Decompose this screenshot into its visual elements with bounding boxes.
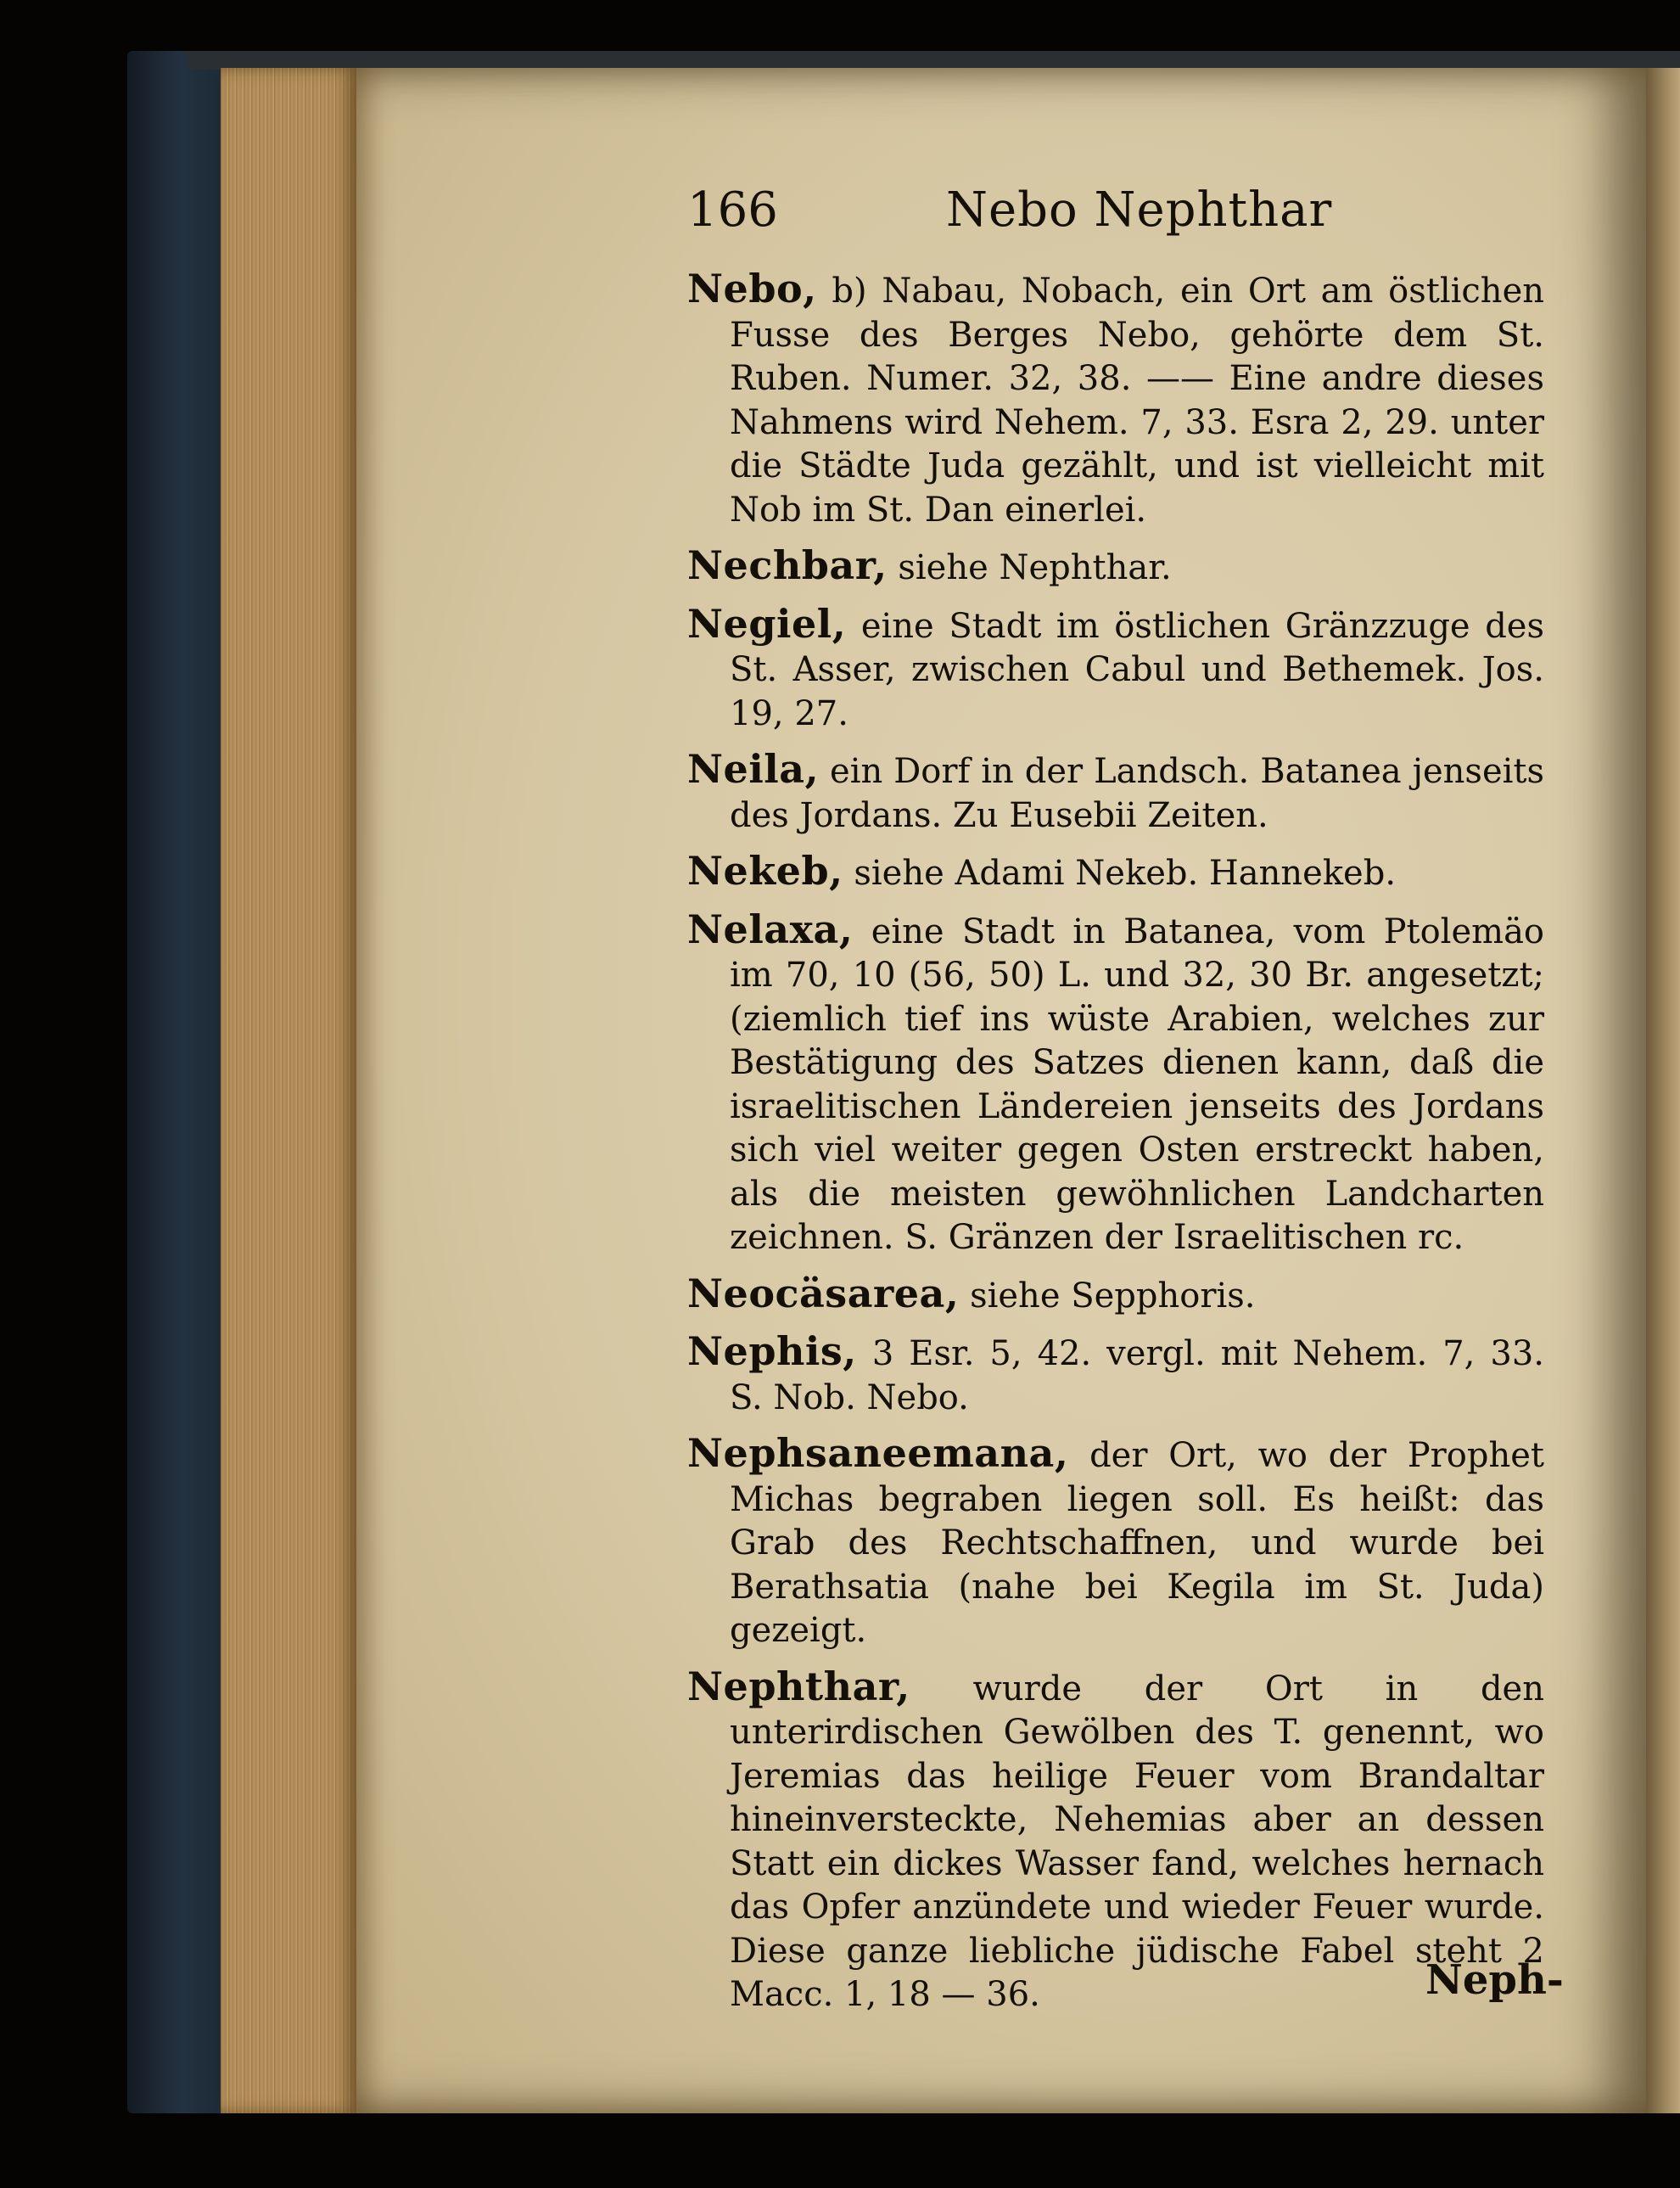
entry-text: siehe Adami Nekeb. Hannekeb. bbox=[854, 854, 1397, 893]
entry-text: der Ort, wo der Prophet Michas begraben liegen soll. Es heißt: das Grab des Rechtschaffnen, und wurde bei Berathsatia (nahe bei Kegila im St. Juda) gezeigt. bbox=[730, 1436, 1544, 1650]
entry-text: eine Stadt in Batanea, vom Ptolemäo im 70, 10 (56, 50) L. und 32, 30 Br. angesetzt; (ziemlich tief ins wüste Arabien, welches zur Bestätigung des Satzes dienen kann, daß die israelitischen Ländereien jenseits des Jordans sich viel weiter gegen Osten erstreckt haben, als die meisten gewöhnlichen Landcharten zeichnen. S. Gränzen der Israelitischen rc. bbox=[730, 912, 1544, 1257]
book-cover-top bbox=[187, 51, 1680, 70]
entry-negiel bbox=[687, 600, 1544, 737]
page-number: 166 bbox=[687, 182, 778, 238]
entry-head: Nephsaneemana, bbox=[687, 1430, 1069, 1476]
entry-text: wurde der Ort in den unterirdischen Gewölben des T. genennt, wo Jeremias das heilige Feuer vom Brandaltar hineinversteckte, Nehemias aber an dessen Statt ein dickes Wasser fand, welches hernach das Opfer anzündete und wieder Feuer wurde. Diese ganze liebliche jüdische Fabel steht 2 Macc. 1, 18 — 36. bbox=[730, 1669, 1544, 2014]
entry-neocaesarea bbox=[687, 1272, 1544, 1319]
entry-text: 3 Esr. 5, 42. vergl. mit Nehem. 7, 33. S. Nob. Nebo. bbox=[730, 1334, 1544, 1417]
entry-head: Nelaxa, bbox=[687, 906, 854, 952]
entry-head: Nekeb, bbox=[687, 848, 843, 894]
entry-head: Nephis, bbox=[687, 1328, 857, 1374]
entry-head: Nebo, bbox=[687, 266, 817, 311]
entry-text: ein Dorf in der Landsch. Batanea jenseits des Jordans. Zu Eusebii Zeiten. bbox=[730, 752, 1545, 835]
entry-head: Nephthar, bbox=[687, 1663, 910, 1709]
page-content bbox=[458, 140, 1564, 2014]
entry-text: siehe Nephthar. bbox=[898, 548, 1172, 587]
entry-text: siehe Sepphoris. bbox=[970, 1276, 1256, 1316]
entry-nekeb bbox=[687, 850, 1544, 896]
entry-head: Neocäsarea, bbox=[687, 1270, 960, 1316]
entry-list bbox=[687, 267, 1544, 2029]
page-edges bbox=[221, 68, 356, 2113]
entry-nechbar bbox=[687, 544, 1544, 591]
entry-nephthar bbox=[687, 1665, 1544, 2017]
catchword: Neph- bbox=[1425, 1956, 1564, 2004]
entry-neila bbox=[687, 748, 1544, 838]
entry-nebo bbox=[687, 267, 1544, 532]
running-head: Nebo Nephthar bbox=[946, 182, 1333, 238]
entry-text: eine Stadt im östlichen Gränzzuge des St. Asser, zwischen Cabul und Bethemek. Jos. 19, 27. bbox=[730, 606, 1544, 733]
next-page-edge bbox=[1646, 68, 1680, 2113]
entry-nephis bbox=[687, 1330, 1544, 1420]
page-header bbox=[458, 140, 1544, 238]
entry-text: b) Nabau, Nobach, ein Ort am östlichen Fusse des Berges Nebo, gehörte dem St. Ruben. Numer. 32, 38. —— Eine andre dieses Nahmens wird Nehem. 7, 33. Esra 2, 29. unter die Städte Juda gezählt, und ist vielleicht mit Nob im St. Dan einerlei. bbox=[730, 272, 1544, 530]
entry-head: Neila, bbox=[687, 746, 820, 792]
entry-nephsaneemana bbox=[687, 1432, 1544, 1653]
entry-nelaxa bbox=[687, 908, 1544, 1260]
entry-head: Negiel, bbox=[687, 600, 847, 647]
entry-head: Nechbar, bbox=[687, 542, 888, 588]
